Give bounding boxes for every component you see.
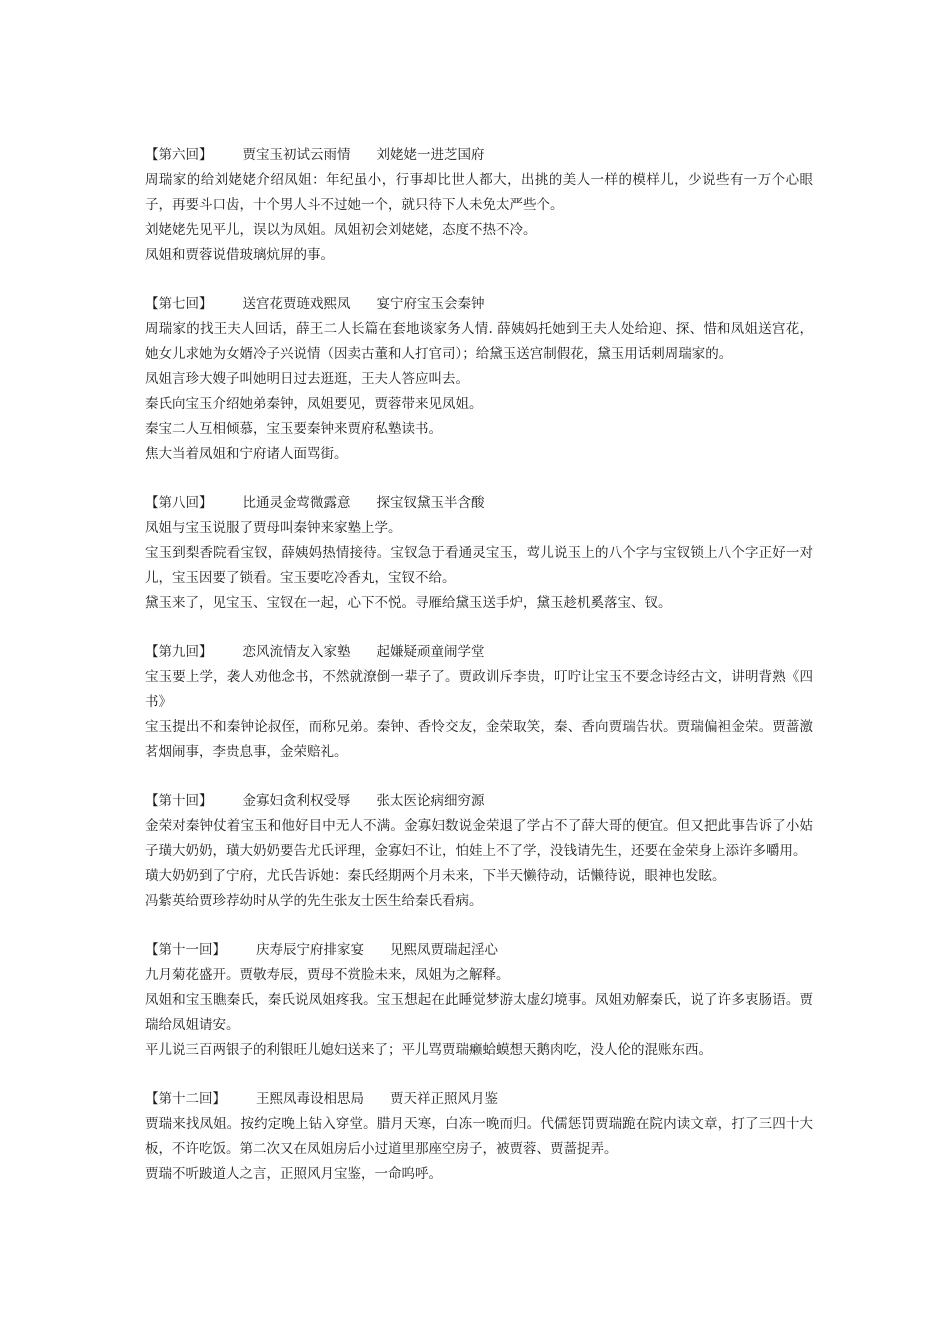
chapter-title-second: 见熙凤贾瑞起淫心 bbox=[390, 942, 498, 958]
paragraph: 平儿说三百两银子的利银旺儿媳妇送来了；平儿骂贾瑞癞蛤蟆想天鹅肉吃，没人伦的混账东西。 bbox=[145, 1042, 712, 1058]
chapter-heading bbox=[145, 491, 813, 516]
paragraph: 宝玉提出不和秦钟论叔侄，而称兄弟。秦钟、香怜交友，金荣取笑，秦、香向贾瑞告状。贾瑞偏袒金荣。贾蔷激茗烟闹事，李贵息事，金荣赔礼。 bbox=[145, 719, 813, 760]
chapter-number: 【第十回】 bbox=[145, 793, 213, 809]
chapter-heading bbox=[145, 1087, 813, 1112]
chapter-heading bbox=[145, 938, 813, 963]
chapter-heading bbox=[145, 640, 813, 665]
chapter-title-first: 送宫花贾琏戏熙凤 bbox=[242, 296, 351, 312]
paragraph: 黛玉来了，见宝玉、宝钗在一起，心下不悦。寻雁给黛玉送手炉，黛玉趁机奚落宝、钗。 bbox=[145, 595, 672, 611]
chapter-title-first: 恋风流情友入家塾 bbox=[242, 644, 351, 660]
chapter-heading bbox=[145, 143, 813, 168]
chapter-number: 【第十二回】 bbox=[145, 1091, 226, 1107]
paragraph: 贾瑞不听跛道人之言，正照风月宝鉴，一命呜呼。 bbox=[145, 1166, 442, 1182]
chapter-title-first: 比通灵金莺微露意 bbox=[242, 495, 351, 511]
chapter-title-second: 宴宁府宝玉会秦钟 bbox=[376, 296, 485, 312]
paragraph: 宝玉要上学，袭人劝他念书，不然就潦倒一辈子了。贾政训斥李贵，叮咛让宝玉不要念诗经古文，讲明背熟《四书》 bbox=[145, 669, 813, 710]
paragraph: 贾瑞来找凤姐。按约定晚上钻入穿堂。腊月天寒，白冻一晚而归。代儒惩罚贾瑞跪在院内读文章，打了三四十大板，不许吃饭。第二次又在凤姐房后小过道里那座空房子，被贾蓉、贾蔷捉弄。 bbox=[145, 1116, 813, 1157]
chapter-title-second: 探宝钗黛玉半含酸 bbox=[376, 495, 485, 511]
chapter-title-second: 贾天祥正照风月鉴 bbox=[390, 1091, 498, 1107]
chapter-9 bbox=[145, 640, 813, 765]
paragraph: 冯紫英给贾珍荐幼时从学的先生张友士医生给秦氏看病。 bbox=[145, 893, 483, 909]
chapter-title-second: 起嫌疑顽童闹学堂 bbox=[376, 644, 485, 660]
paragraph: 凤姐与宝玉说服了贾母叫秦钟来家塾上学。 bbox=[145, 520, 402, 536]
chapter-number: 【第六回】 bbox=[145, 147, 213, 163]
chapter-title-first: 贾宝玉初试云雨情 bbox=[242, 147, 351, 163]
chapter-number: 【第七回】 bbox=[145, 296, 213, 312]
chapter-number: 【第八回】 bbox=[145, 495, 213, 511]
paragraph: 秦氏向宝玉介绍她弟秦钟，凤姐要见，贾蓉带来见凤姐。 bbox=[145, 396, 483, 412]
paragraph: 周瑞家的找王夫人回话，薛王二人长篇在套地谈家务人情. 薛姨妈托她到王夫人处给迎、探、惜和凤姐送宫花，她女儿求她为女婿冷子兴说情（因卖古董和人打官司）；给黛玉送宫制假花，黛玉用话刺周瑞家的。 bbox=[145, 321, 813, 362]
chapter-10 bbox=[145, 789, 813, 914]
chapter-number: 【第九回】 bbox=[145, 644, 213, 660]
chapter-12 bbox=[145, 1087, 813, 1187]
paragraph: 刘姥姥先见平儿，误以为凤姐。凤姐初会刘姥姥，态度不热不冷。 bbox=[145, 222, 537, 238]
paragraph: 凤姐言珍大嫂子叫她明日过去逛逛，王夫人答应叫去。 bbox=[145, 371, 469, 387]
paragraph: 凤姐和宝玉瞧秦氏，秦氏说凤姐疼我。宝玉想起在此睡觉梦游太虚幻境事。凤姐劝解秦氏，说了许多衷肠语。贾瑞给凤姐请安。 bbox=[145, 992, 813, 1033]
chapter-heading bbox=[145, 292, 813, 317]
chapter-title-second: 刘姥姥一进芝国府 bbox=[376, 147, 485, 163]
paragraph: 焦大当着凤姐和宁府诸人面骂街。 bbox=[145, 446, 348, 462]
paragraph: 凤姐和贾蓉说借玻璃炕屏的事。 bbox=[145, 247, 334, 263]
chapter-title-first: 庆寿辰宁府排家宴 bbox=[256, 942, 364, 958]
document-page bbox=[145, 143, 813, 1211]
paragraph: 九月菊花盛开。贾敬寿辰，贾母不赏脸未来，凤姐为之解释。 bbox=[145, 967, 510, 983]
paragraph: 璜大奶奶到了宁府，尤氏告诉她：秦氏经期两个月未来，下半天懒待动，话懒待说，眼神也发眩。 bbox=[145, 868, 726, 884]
chapter-6 bbox=[145, 143, 813, 268]
paragraph: 金荣对秦钟仗着宝玉和他好目中无人不满。金寡妇数说金荣退了学占不了薛大哥的便宜。但又把此事告诉了小姑子璜大奶奶，璜大奶奶要告尤氏评理，金寡妇不让，怕娃上不了学，没钱请先生，还要在金荣身上添许多嚼用。 bbox=[145, 818, 813, 859]
chapter-title-second: 张太医论病细穷源 bbox=[376, 793, 485, 809]
paragraph: 周瑞家的给刘姥姥介绍凤姐：年纪虽小，行事却比世人都大，出挑的美人一样的模样儿，少说些有一万个心眼子，再要斗口齿，十个男人斗不过她一个，就只待下人未免太严些个。 bbox=[145, 172, 813, 213]
chapter-number: 【第十一回】 bbox=[145, 942, 226, 958]
chapter-11 bbox=[145, 938, 813, 1063]
chapter-heading bbox=[145, 789, 813, 814]
chapter-7 bbox=[145, 292, 813, 467]
paragraph: 宝玉到梨香院看宝钗，薛姨妈热情接待。宝钗急于看通灵宝玉，莺儿说玉上的八个字与宝钗锁上八个字正好一对儿，宝玉因要了锁看。宝玉要吃冷香丸，宝钗不给。 bbox=[145, 545, 813, 586]
chapter-title-first: 金寡妇贪利权受辱 bbox=[242, 793, 351, 809]
paragraph: 秦宝二人互相倾慕，宝玉要秦钟来贾府私塾读书。 bbox=[145, 421, 442, 437]
chapter-title-first: 王熙凤毒设相思局 bbox=[256, 1091, 364, 1107]
chapter-8 bbox=[145, 491, 813, 616]
